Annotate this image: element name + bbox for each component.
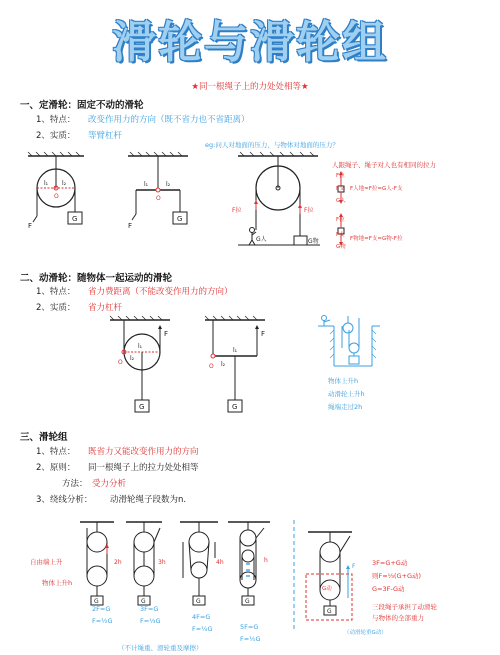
right-footnote: （动滑轮重G动）	[344, 630, 387, 636]
right-eq1: 3F=G+G动	[372, 559, 408, 567]
pulley-group-analysis-diagram	[302, 528, 364, 624]
s3-point3-label: 3、绕线分析：	[36, 495, 93, 505]
s3-point2-text: 同一根绳子上的拉力处处相等	[88, 463, 199, 473]
movable-pulley-diagram	[110, 316, 180, 416]
fig2-O-label: O	[156, 195, 161, 202]
s2-note2: 动滑轮上升h	[328, 390, 365, 398]
s1-point2-text: 等臂杠杆	[88, 131, 123, 141]
s2-note3: 绳端走过2h	[328, 403, 363, 411]
grp1-eq-a: 2F=G	[92, 605, 111, 613]
grp1-G: G	[94, 598, 99, 605]
force-pull-label-1: F拉	[336, 173, 345, 179]
fig4-F-label: F	[164, 330, 169, 338]
section2-heading: 二、动滑轮：随物体一起运动的滑轮	[20, 273, 173, 284]
grp1-2h: 2h	[114, 559, 122, 566]
fig3-Fpull-right: F拉	[304, 207, 314, 214]
force-pull-label-2: F拉	[336, 217, 345, 223]
fig3-Gman: G人	[256, 236, 267, 243]
section3-heading: 三、滑轮组	[20, 432, 68, 443]
page-title: 滑轮与滑轮组	[112, 17, 388, 68]
fig2-l1-label: l₁	[144, 181, 149, 188]
grp4-h: h	[264, 557, 268, 564]
fig3-Gobj: G物	[308, 238, 319, 245]
grp2-eq-b: F=⅓G	[140, 617, 161, 625]
right-note2: 与物体的全部重力	[372, 614, 424, 622]
fig2-G-label: G	[177, 215, 183, 223]
fixed-pulley-lever-diagram	[128, 148, 198, 233]
grp1-eq-b: F=½G	[92, 617, 113, 625]
force-gman-label: G人	[336, 198, 346, 204]
s2-point1-text: 省力费距离（不能改变作用力的方向）	[88, 287, 233, 297]
s3-point1-text: 既省力又能改变作用力的方向	[88, 447, 199, 457]
s2-point2-text: 省力杠杆	[88, 303, 123, 313]
well-pulley-diagram	[314, 312, 384, 372]
grp2-G: G	[141, 598, 146, 605]
free-end-label: 自由端上升	[30, 558, 63, 566]
grp2-eq-a: 3F=G	[140, 605, 159, 613]
grp3-eq-b: F=¼G	[192, 625, 213, 633]
fig5-G-label: G	[232, 403, 238, 411]
s3-footnote: （不计绳重、滑轮重及摩擦）	[118, 644, 203, 652]
s3-method-text: 受力分析	[92, 479, 127, 489]
s1-point1-label: 1、特点：	[36, 115, 76, 125]
grp3-eq-a: 4F=G	[192, 613, 211, 621]
s3-point1-label: 1、特点：	[36, 447, 76, 457]
right-G-label: G	[327, 608, 332, 615]
fig1-G-label: G	[72, 215, 78, 223]
s3-method-label: 方法：	[62, 479, 88, 489]
s1-question: eg:问人对地面的压力，与物体对地面的压力？	[205, 141, 339, 149]
eq-object: F物地=F支=G物-F拉	[350, 236, 403, 242]
fig5-l2-label: l₂	[221, 361, 226, 368]
s2-point2-label: 2、实质：	[36, 303, 76, 313]
fig3-Fpull-left: F拉	[232, 207, 242, 214]
fig4-G-label: G	[139, 403, 145, 411]
subtitle: ★同一根绳子上的力处处相等★	[191, 82, 309, 92]
right-note1: 三段绳子承担了动滑轮	[372, 603, 437, 611]
fig2-l2-label: l₂	[166, 181, 171, 188]
person-fixed-pulley-diagram	[228, 150, 328, 250]
eq-person: F人地=F拉=G人-F支	[350, 186, 403, 192]
grp4-eq-a: 5F=G	[240, 623, 259, 631]
obj-rise-label: 物体上升h	[42, 579, 73, 587]
fig4-l2-label: l₂	[130, 355, 135, 362]
s1-point1-text: 改变作用力的方向（既不省力也不省距离）	[88, 115, 250, 125]
force-gobj-label: G物	[336, 244, 346, 250]
grp2-3h: 3h	[158, 559, 166, 566]
s3-point3-text: 动滑轮绳子段数为n.	[110, 495, 187, 505]
right-F-label: F	[352, 563, 356, 570]
divider	[292, 520, 296, 630]
section1-heading: 一、定滑轮：固定不动的滑轮	[20, 100, 144, 111]
fig5-F-label: F	[261, 330, 266, 338]
fig5-O-label: O	[209, 363, 214, 370]
force-sup-label-1: F支	[336, 186, 345, 192]
grp3-G: G	[196, 598, 201, 605]
right-eq2: 则F=⅓(G+G动)	[372, 572, 422, 580]
grp4-eq-b: F=⅕G	[240, 635, 261, 643]
fig1-l2-label: l₂	[62, 180, 67, 187]
fig1-l1-label: l₁	[44, 180, 49, 187]
fig5-l1-label: l₁	[233, 347, 238, 354]
force-sup-label-2: F支	[336, 232, 345, 238]
fig1-O-label: O	[54, 193, 59, 200]
movable-pulley-lever-diagram	[205, 316, 275, 416]
grp4-G: G	[245, 598, 250, 605]
grp3-4h: 4h	[216, 559, 224, 566]
pulley-groups-diagram	[70, 518, 280, 618]
s1-point2-label: 2、实质：	[36, 131, 76, 141]
s2-point1-label: 1、特点：	[36, 287, 76, 297]
s2-note1: 物体上升h	[328, 377, 359, 385]
right-eq3: G=3F-G动	[372, 585, 405, 593]
fig4-O-label: O	[118, 359, 123, 366]
s3-point2-label: 2、原则：	[36, 463, 76, 473]
s1-rope-note: 人跟绳子、绳子对人也有相同的拉力	[332, 161, 436, 169]
g-dong-label: G动	[322, 586, 332, 592]
fig1-F-label: F	[28, 222, 33, 230]
fig2-F-label: F	[128, 222, 133, 230]
fixed-pulley-diagram	[28, 148, 108, 233]
fig4-l1-label: l₁	[138, 343, 143, 350]
